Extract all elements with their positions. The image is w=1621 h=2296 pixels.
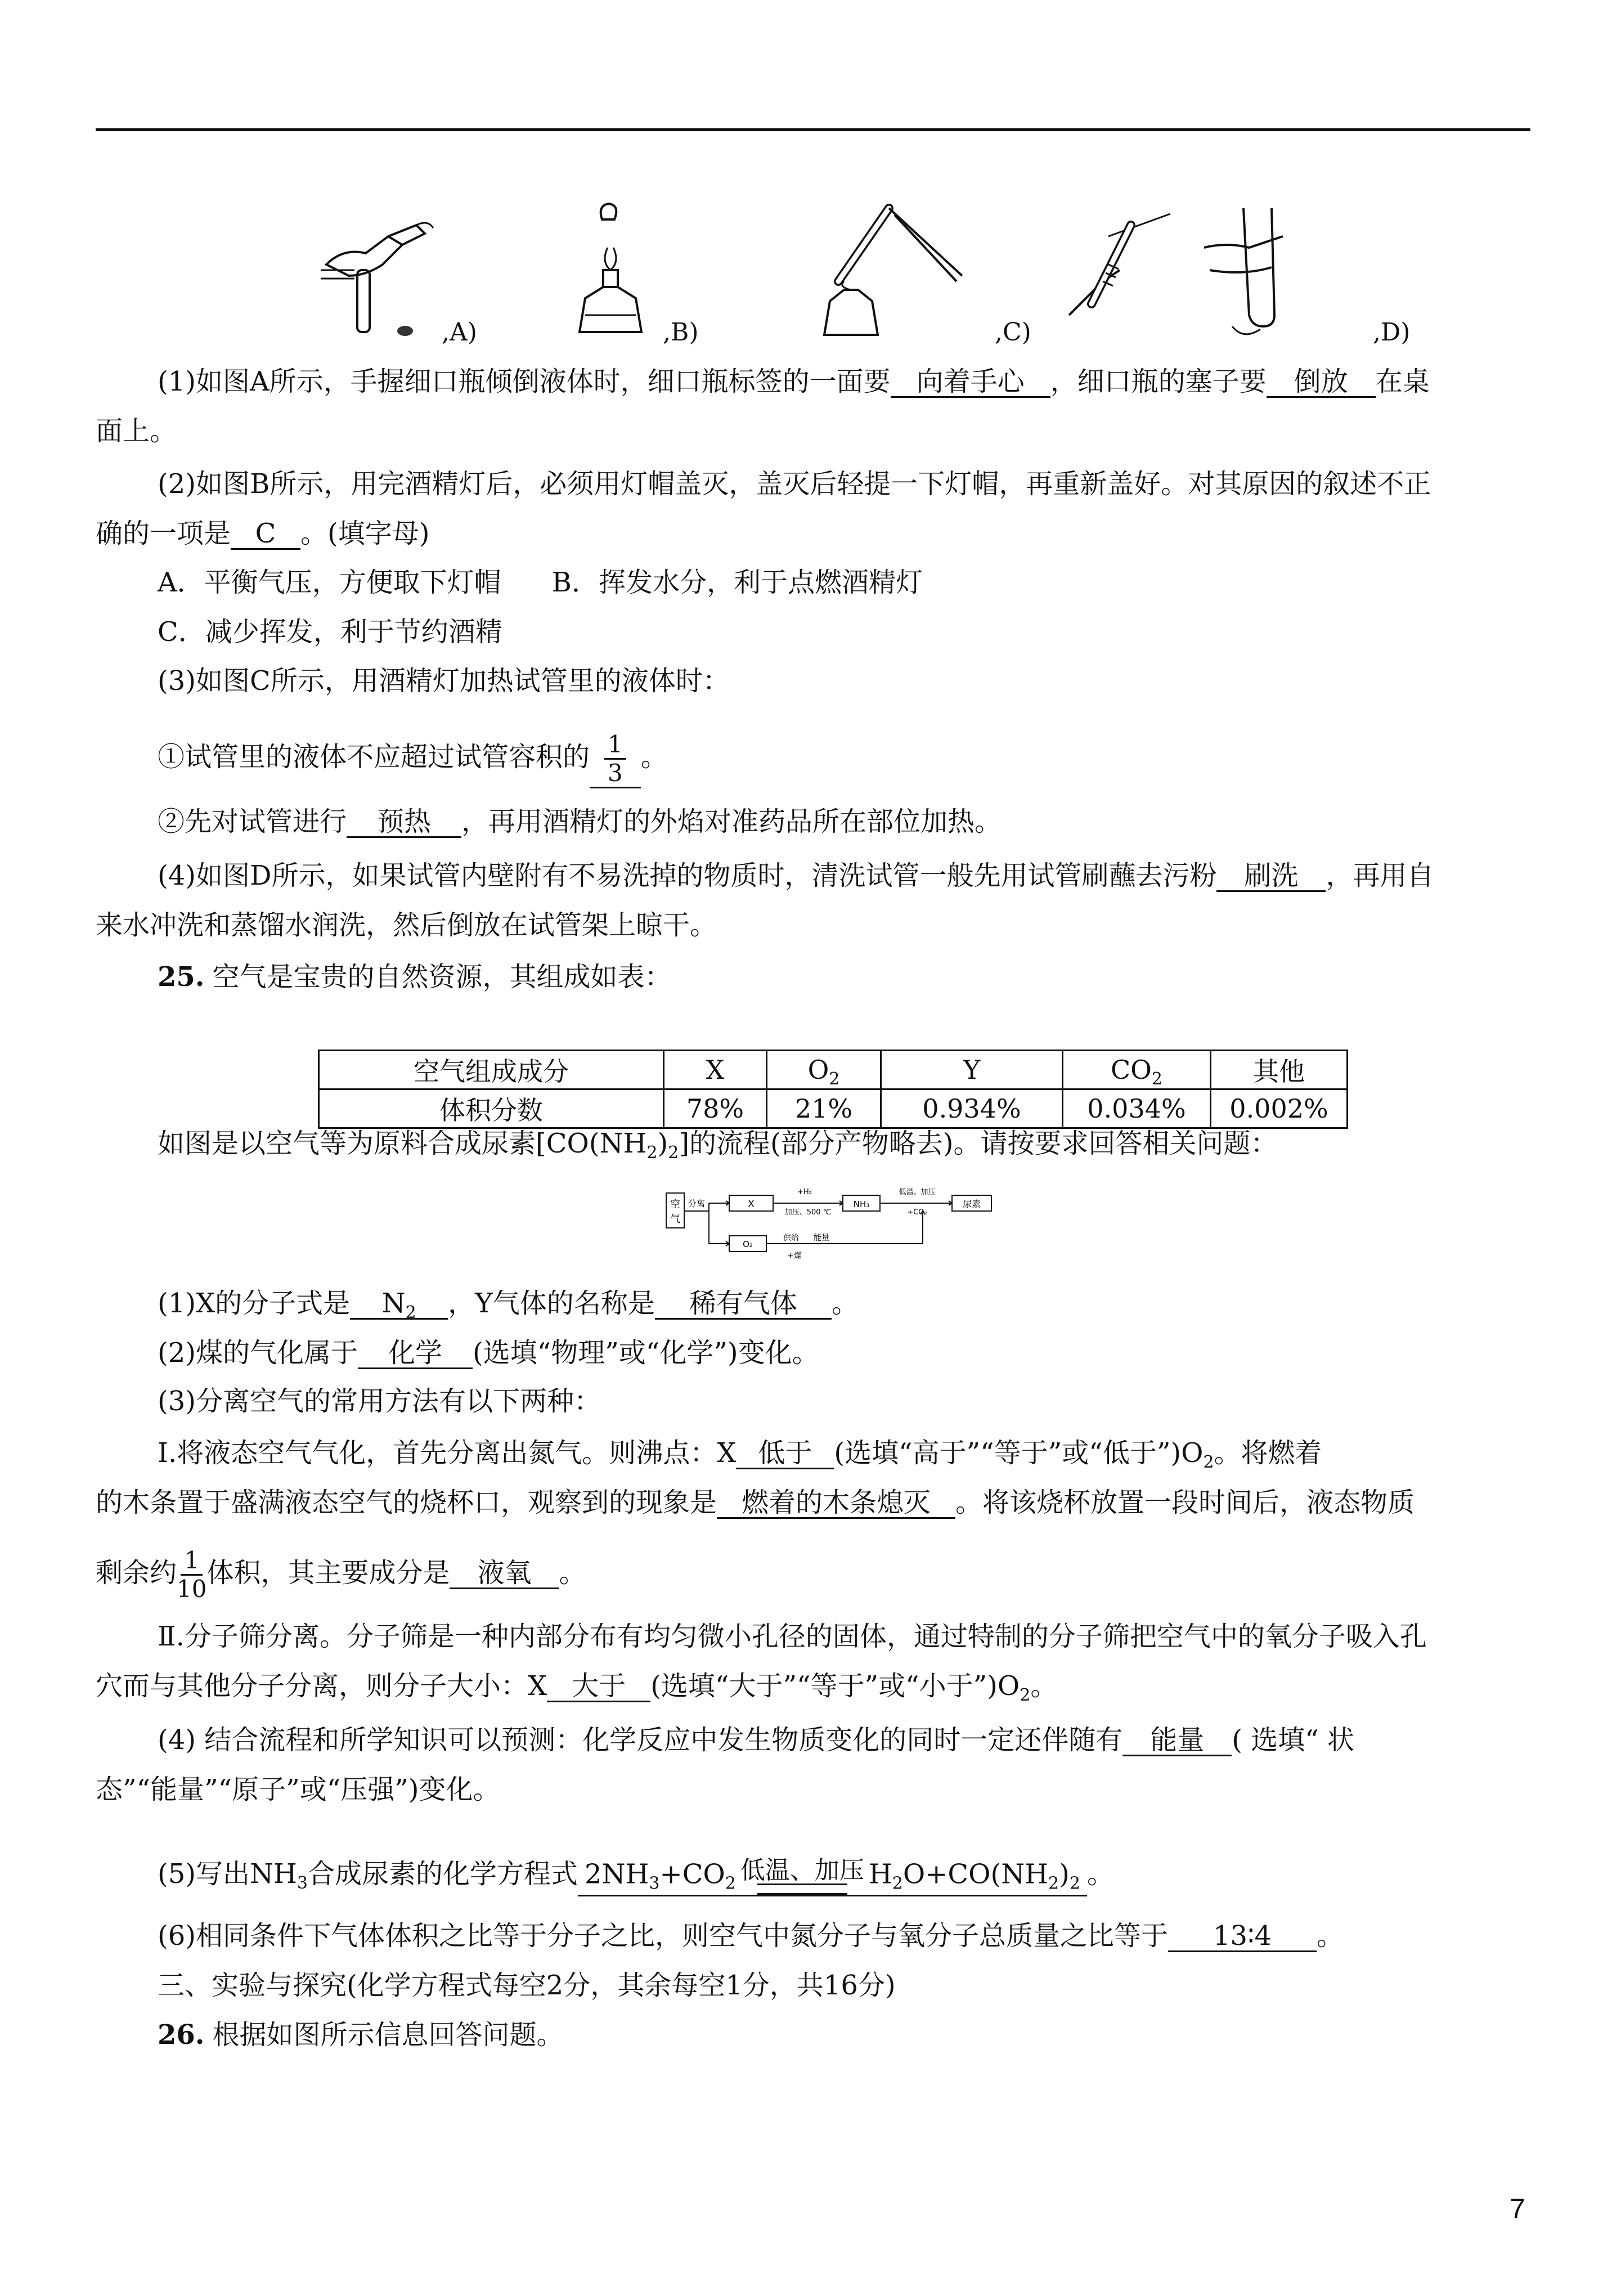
table-row: 空气组成成分 X $O_2$ Y $CO_2$ 其他 (319, 1051, 1348, 1089)
flow-air-label: 空 (670, 1199, 680, 1210)
q25-3-i-line1: Ⅰ.将液态空气气化，首先分离出氮气。则沸点：X 低于 (选填“高于”“等于”或“低于$”)O_2$。将燃着 (158, 1437, 1322, 1472)
answer-blank: 化学 (358, 1338, 473, 1369)
header-rule (96, 128, 1530, 131)
q25-intro: 25. 空气是宝贵的自然资源，其组成如表： (158, 961, 672, 993)
flow-urea-box: 尿素 (962, 1199, 981, 1209)
page-number: 7 (1510, 2193, 1525, 2225)
q24-1-line2: 面上。 (96, 415, 177, 447)
option-c: C．减少挥发，利于节约酒精 (158, 616, 502, 648)
svg-text:+煤: +煤 (787, 1252, 802, 1261)
q25-6: (6)相同条件下气体体积之比等于分子之比，则空气中氮分子与氧分子总质量之比等于 13∶4 。 (158, 1920, 1344, 1952)
q25-4-line1: (4) 结合流程和所学知识可以预测：化学反应中发生物质变化的同时一定还伴随有 能量 ( 选填“ 状 (158, 1724, 1355, 1756)
flow-o2-box: O₂ (743, 1239, 753, 1249)
option-a: A．平衡气压，方便取下灯帽 (158, 567, 501, 598)
answer-blank: 能量 (1122, 1725, 1232, 1756)
q25-2: (2)煤的气化属于 化学 (选填“物理”或“化学”)变化。 (158, 1337, 819, 1369)
q24-4-line2: 来水冲洗和蒸馏水润洗，然后倒放在试管架上晾干。 (96, 909, 717, 941)
svg-text:能量: 能量 (814, 1234, 829, 1243)
figure-d (1058, 203, 1411, 349)
air-composition-table (318, 1050, 1348, 1129)
answer-blank: 大于 (547, 1671, 650, 1702)
answer-blank: C (231, 519, 300, 550)
figure-b (563, 203, 709, 349)
fraction-one-tenth: $\frac{1}{10}$ (177, 1546, 207, 1603)
q25-3-i-line2: 的木条置于盛满液态空气的烧杯口，观察到的现象是 燃着的木条熄灭 。将该烧杯放置一段时间后，液态物质 (96, 1487, 1415, 1518)
answer-blank: 倒放 (1267, 367, 1376, 398)
answer-blank: 13∶4 (1168, 1921, 1317, 1952)
svg-text:低温、加压: 低温、加压 (899, 1188, 936, 1196)
reaction-condition: 低温、加压 (740, 1858, 864, 1895)
alcohol-lamp-icon (563, 203, 675, 343)
svg-text:加压、500 ℃: 加压、500 ℃ (784, 1208, 832, 1217)
answer-blank (590, 731, 641, 788)
answer-blank: 向着手心 (891, 367, 1050, 398)
q25-4-line2: 态”“能量”“原子”或“压强”)变化。 (96, 1774, 500, 1805)
urea-synthesis-flow-diagram (664, 1186, 1024, 1265)
answer-blank: $N_2$ (350, 1289, 448, 1320)
q25-1: (1)X的分子式是 $N_2$ ，Y气体的名称是 稀有气体 。 (158, 1288, 859, 1322)
figure-b-caption: ,B) (663, 318, 699, 347)
figure-c (805, 203, 1041, 349)
figure-a-caption: ,A) (442, 318, 477, 347)
q24-4-line1: (4)如图D所示，如果试管内壁附有不易洗掉的物质时，清洗试管一般先用试管刷蘸去污粉 刷洗 ，再用自 (158, 860, 1434, 891)
q25-3-i-line3: 剩余约 $\frac{1}{10}$ 体积，其主要成分是 液氧 。 (96, 1546, 586, 1603)
answer-blank: 预热 (347, 807, 461, 838)
svg-text:气: 气 (670, 1213, 680, 1225)
q24-2-line2: 确的一项是 C 。(填字母) (96, 518, 430, 549)
section-3-heading: 三、实验与探究(化学方程式每空2分，其余每空1分，共16分) (158, 1970, 896, 2001)
answer-blank: 稀有气体 (655, 1289, 832, 1320)
flow-intro: 如图是以空气等为原料合成尿素$[CO(NH_2)_2]$的流程(部分产物略去)。请按要求回答相关问题： (158, 1128, 1278, 1163)
answer-blank: 低于 (736, 1438, 834, 1469)
q24-3-part1: ①试管里的液体不应超过试管容积的 $\frac{1}{3}$ 。 (158, 726, 1530, 788)
svg-text:供给: 供给 (783, 1234, 799, 1243)
option-b: B．挥发水分，利于点燃酒精灯 (551, 567, 923, 598)
option-row-ab (158, 566, 1530, 599)
brush-test-tube-icon (1058, 203, 1373, 343)
q25-3-ii-line2: 穴而与其他分子分离，则分子大小：X 大于 (选填“大于”“等于”或“小于$”)O_2$。 (96, 1670, 1058, 1705)
answer-blank: 刷洗 (1216, 861, 1326, 892)
flow-nh3-box: NH₃ (853, 1199, 870, 1209)
flow-separation-label: 分离 (688, 1199, 706, 1209)
flow-x-box: X (748, 1199, 755, 1210)
question-number: 25. (158, 961, 205, 993)
q25-3-line1: (3)分离空气的常用方法有以下两种： (158, 1385, 601, 1417)
q24-3-part2: ②先对试管进行 预热 ，再用酒精灯的外焰对准药品所在部位加热。 (158, 806, 1002, 837)
q24-2-line1: (2)如图B所示，用完酒精灯后，必须用灯帽盖灭，盖灭后轻提一下灯帽，再重新盖好。对其原因的叙述不正 (158, 468, 1431, 500)
answer-blank: 燃着的木条熄灭 (717, 1488, 955, 1519)
pour-liquid-icon (304, 203, 439, 343)
figure-c-caption: ,C) (995, 318, 1031, 347)
q24-3-line1: (3)如图C所示，用酒精灯加热试管里的液体时： (158, 665, 730, 697)
table-row: 体积分数 78% 21% 0.934% 0.034% 0.002% (319, 1089, 1348, 1128)
q25-3-ii-line1: Ⅱ.分子筛分离。分子筛是一种内部分布有均匀微小孔径的固体，通过特制的分子筛把空气中的氧分子吸入孔 (158, 1621, 1427, 1652)
question-number: 26. (158, 2019, 205, 2051)
svg-text:+CO₂: +CO₂ (907, 1208, 927, 1217)
equation-answer: $2NH_3+CO_2$ 低温、加压 $H_2O+CO(NH_2)_2$ (578, 1858, 1087, 1896)
q25-5: (5)写出$NH_3$合成尿素的化学方程式 $2NH_3+CO_2$ 低温、加压 $H_2O+CO(NH_2)_2$ 。 (158, 1840, 1530, 1908)
heat-test-tube-icon (805, 203, 985, 343)
svg-text:+H₂: +H₂ (797, 1188, 812, 1196)
lab-figures (304, 203, 1411, 349)
figure-d-caption: ,D) (1373, 318, 1411, 347)
figure-a (304, 203, 477, 349)
q26: 26. 根据如图所示信息回答问题。 (158, 2019, 564, 2051)
fraction-one-third: $\frac{1}{3}$ (604, 731, 626, 787)
answer-blank: 液氧 (450, 1558, 559, 1589)
q24-1-line1: (1)如图A所示，手握细口瓶倾倒液体时，细口瓶标签的一面要 向着手心 ，细口瓶的塞子要 倒放 在桌 (158, 366, 1430, 397)
